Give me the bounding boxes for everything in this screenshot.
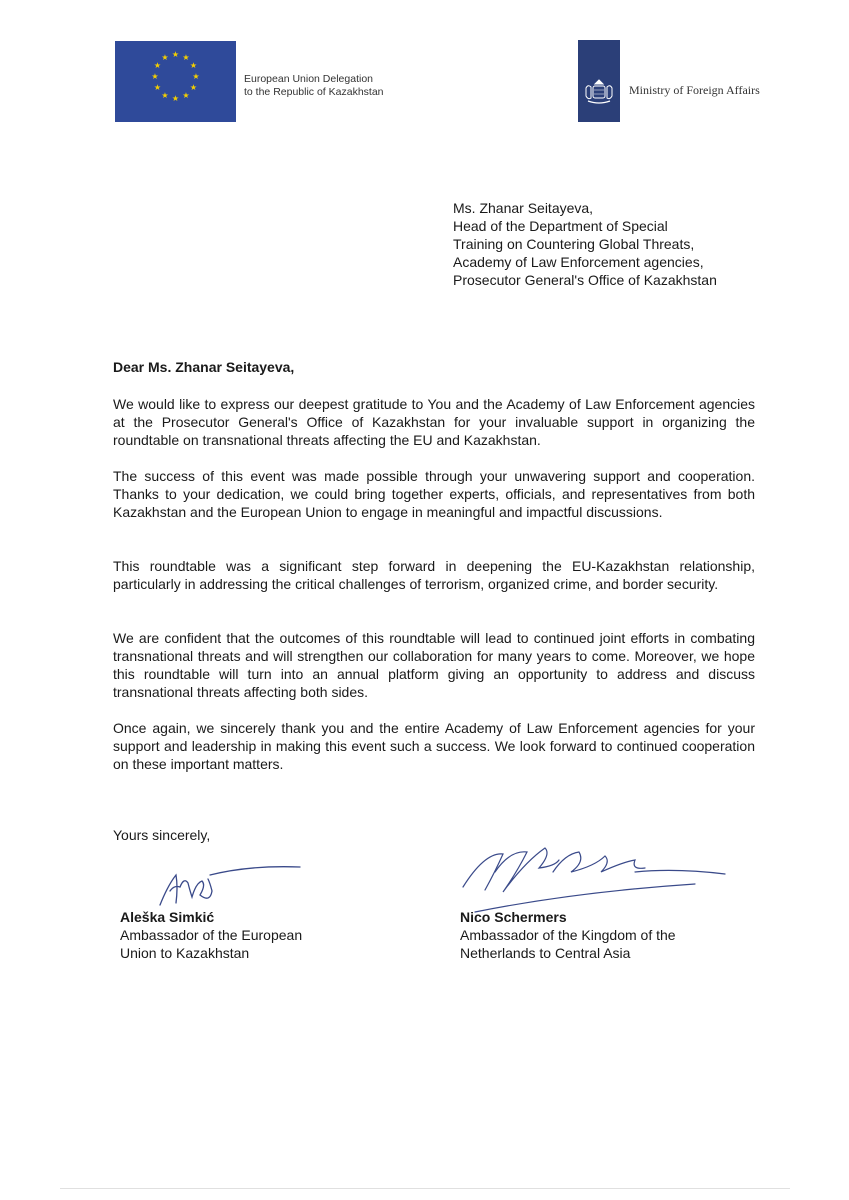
body-paragraph: We would like to express our deepest gratitude to You and the Academy of Law Enforcement agencies at the Prosecutor General's Office of Kazakhstan for your invaluable support in organizing the roundtable on transnational threats affecting the EU and Kazakhstan. xyxy=(113,396,755,448)
signatory-name: Nico Schermers xyxy=(460,909,567,925)
signatory-title-line: Ambassador of the Kingdom of the xyxy=(460,927,676,943)
eu-flag-icon xyxy=(115,41,236,122)
signatory-title-line: Ambassador of the European xyxy=(120,927,303,943)
eu-delegation-name xyxy=(244,73,384,99)
svg-text:★: ★ xyxy=(161,53,169,62)
svg-text:★: ★ xyxy=(151,72,159,81)
svg-text:★: ★ xyxy=(161,91,169,100)
body-paragraph: We are confident that the outcomes of this roundtable will lead to continued joint efforts in combating transnational threats and will strengthen our collaboration for many years to come. Moreover, we hope this roundtable will turn into an annual platform giving an opportunity to address and discuss transnational threats affecting both sides. xyxy=(113,630,755,700)
signatory-name: Aleška Simkić xyxy=(120,909,215,925)
signatory-right xyxy=(460,908,676,962)
eu-delegation-line1: European Union Delegation xyxy=(244,73,374,85)
svg-text:★: ★ xyxy=(192,72,200,81)
netherlands-coat-of-arms-icon xyxy=(578,40,620,122)
ministry-name: Ministry of Foreign Affairs xyxy=(629,83,760,97)
signatory-left xyxy=(120,908,302,962)
eu-delegation-line2: to the Republic of Kazakhstan xyxy=(244,86,384,98)
handwritten-signature-right xyxy=(455,832,740,917)
page-bottom-divider xyxy=(60,1188,790,1189)
body-paragraph: Once again, we sincerely thank you and the entire Academy of Law Enforcement agencies for your support and leadership in making this event such a success. We look forward to continued cooperation on these important matters. xyxy=(113,720,755,772)
signatory-title-line: Union to Kazakhstan xyxy=(120,945,250,961)
recipient-address xyxy=(453,199,717,289)
recipient-line: Prosecutor General's Office of Kazakhstan xyxy=(453,272,717,288)
handwritten-signature-left xyxy=(150,855,310,915)
svg-text:★: ★ xyxy=(182,91,190,100)
svg-text:★: ★ xyxy=(171,50,180,59)
closing: Yours sincerely, xyxy=(113,827,211,843)
svg-text:★: ★ xyxy=(171,94,180,103)
recipient-line: Training on Countering Global Threats, xyxy=(453,236,695,252)
svg-text:★: ★ xyxy=(189,83,198,92)
svg-text:★: ★ xyxy=(189,61,198,70)
recipient-line: Ms. Zhanar Seitayeva, xyxy=(453,200,594,216)
recipient-line: Academy of Law Enforcement agencies, xyxy=(453,254,704,270)
body-paragraph: The success of this event was made possible through your unwavering support and cooperation. Thanks to your dedication, we could bring together experts, officials, and representatives from both Kazakhstan and the European Union to engage in meaningful and impactful discussions. xyxy=(113,468,755,520)
svg-text:★: ★ xyxy=(153,61,162,70)
signatory-title-line: Netherlands to Central Asia xyxy=(460,945,631,961)
svg-text:★: ★ xyxy=(153,83,162,92)
body-paragraph: This roundtable was a significant step forward in deepening the EU-Kazakhstan relationship, particularly in addressing the critical challenges of terrorism, organized crime, and border security. xyxy=(113,558,755,592)
recipient-line: Head of the Department of Special xyxy=(453,218,668,234)
salutation: Dear Ms. Zhanar Seitayeva, xyxy=(113,359,295,375)
svg-text:★: ★ xyxy=(182,53,190,62)
